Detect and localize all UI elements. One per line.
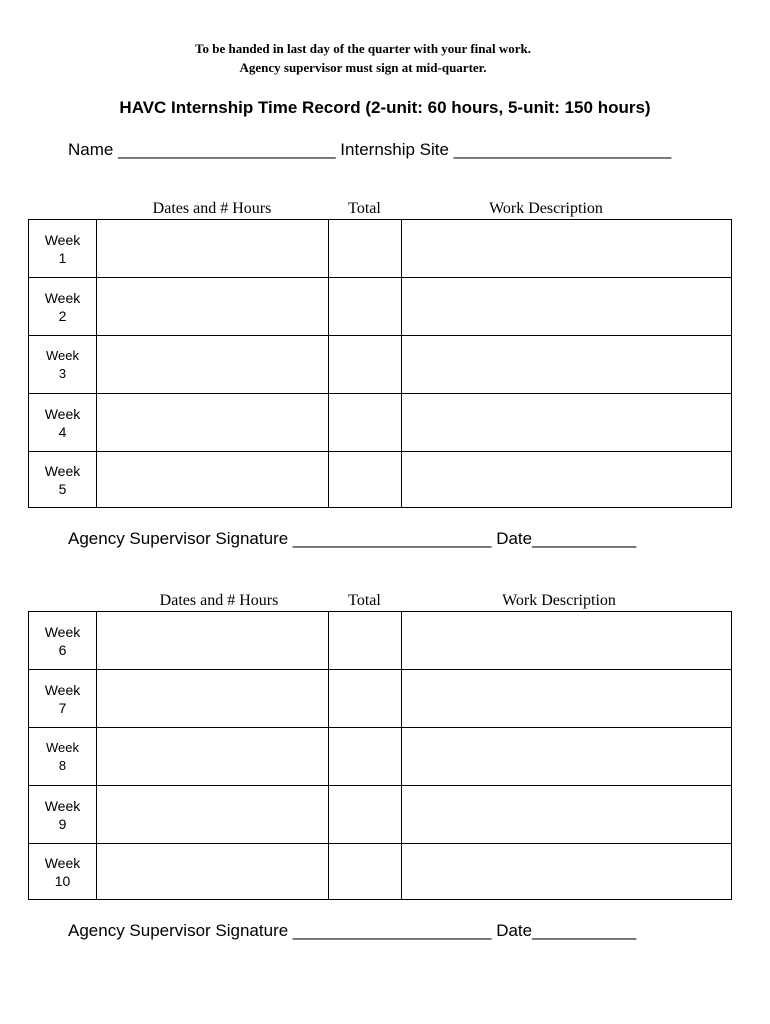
column-header-total: Total <box>348 200 381 217</box>
table-row <box>29 844 732 900</box>
dates-hours-cell[interactable] <box>97 278 329 336</box>
week-label-4: Week 4 <box>29 394 97 452</box>
column-header-work-description: Work Description <box>502 592 616 609</box>
column-header-total: Total <box>348 592 381 609</box>
dates-hours-cell[interactable] <box>97 452 329 508</box>
work-description-cell[interactable] <box>402 786 732 844</box>
name-line <box>68 140 671 160</box>
week-label-6: Week 6 <box>29 612 97 670</box>
supervisor-signature-line-2 <box>68 921 636 941</box>
total-cell[interactable] <box>329 220 402 278</box>
dates-hours-cell[interactable] <box>97 786 329 844</box>
week-label-5: Week 5 <box>29 452 97 508</box>
work-description-cell[interactable] <box>402 670 732 728</box>
table-row <box>29 336 732 394</box>
name-field[interactable]: _______________________ <box>118 140 336 159</box>
column-header-work-description: Work Description <box>489 200 603 217</box>
dates-hours-cell[interactable] <box>97 670 329 728</box>
work-description-cell[interactable] <box>402 278 732 336</box>
table-row <box>29 728 732 786</box>
name-label: Name <box>68 140 114 159</box>
week-label-1: Week 1 <box>29 220 97 278</box>
signature-field[interactable]: _____________________ <box>292 921 492 940</box>
work-description-cell[interactable] <box>402 336 732 394</box>
total-cell[interactable] <box>329 278 402 336</box>
table-row <box>29 786 732 844</box>
internship-site-field[interactable]: _______________________ <box>453 140 672 159</box>
date-field[interactable]: ___________ <box>532 921 637 940</box>
table-row <box>29 612 732 670</box>
table-row <box>29 452 732 508</box>
total-cell[interactable] <box>329 728 402 786</box>
dates-hours-cell[interactable] <box>97 612 329 670</box>
notice-line-1: To be handed in last day of the quarter with your final work. <box>194 41 531 56</box>
total-cell[interactable] <box>329 452 402 508</box>
signature-label: Agency Supervisor Signature <box>68 921 289 940</box>
work-description-cell[interactable] <box>402 394 732 452</box>
week-label-7: Week 7 <box>29 670 97 728</box>
work-description-cell[interactable] <box>402 452 732 508</box>
date-label: Date <box>496 921 533 940</box>
dates-hours-cell[interactable] <box>97 336 329 394</box>
table-row <box>29 394 732 452</box>
total-cell[interactable] <box>329 786 402 844</box>
signature-field[interactable]: _____________________ <box>292 529 492 548</box>
date-field[interactable]: ___________ <box>532 529 637 548</box>
work-description-cell[interactable] <box>402 220 732 278</box>
table-row <box>29 220 732 278</box>
week-label-2: Week 2 <box>29 278 97 336</box>
dates-hours-cell[interactable] <box>97 728 329 786</box>
dates-hours-cell[interactable] <box>97 220 329 278</box>
time-record-table-1 <box>28 219 732 508</box>
date-label: Date <box>496 529 533 548</box>
total-cell[interactable] <box>329 844 402 900</box>
work-description-cell[interactable] <box>402 612 732 670</box>
page-title: HAVC Internship Time Record (2-unit: 60 hours, 5-unit: 150 hours) <box>119 98 651 117</box>
internship-site-label: Internship Site <box>340 140 449 159</box>
table-row <box>29 278 732 336</box>
work-description-cell[interactable] <box>402 844 732 900</box>
week-label-10: Week 10 <box>29 844 97 900</box>
column-header-dates-hours: Dates and # Hours <box>152 200 272 217</box>
dates-hours-cell[interactable] <box>97 394 329 452</box>
week-label-9: Week 9 <box>29 786 97 844</box>
dates-hours-cell[interactable] <box>97 844 329 900</box>
column-header-dates-hours: Dates and # Hours <box>159 592 279 609</box>
week-label-3: Week 3 <box>29 336 97 394</box>
total-cell[interactable] <box>329 336 402 394</box>
total-cell[interactable] <box>329 394 402 452</box>
time-record-table-2 <box>28 611 732 900</box>
notice-line-2: Agency supervisor must sign at mid-quarter. <box>239 60 487 75</box>
supervisor-signature-line-1 <box>68 529 636 549</box>
week-label-8: Week 8 <box>29 728 97 786</box>
signature-label: Agency Supervisor Signature <box>68 529 289 548</box>
total-cell[interactable] <box>329 612 402 670</box>
work-description-cell[interactable] <box>402 728 732 786</box>
total-cell[interactable] <box>329 670 402 728</box>
table-row <box>29 670 732 728</box>
